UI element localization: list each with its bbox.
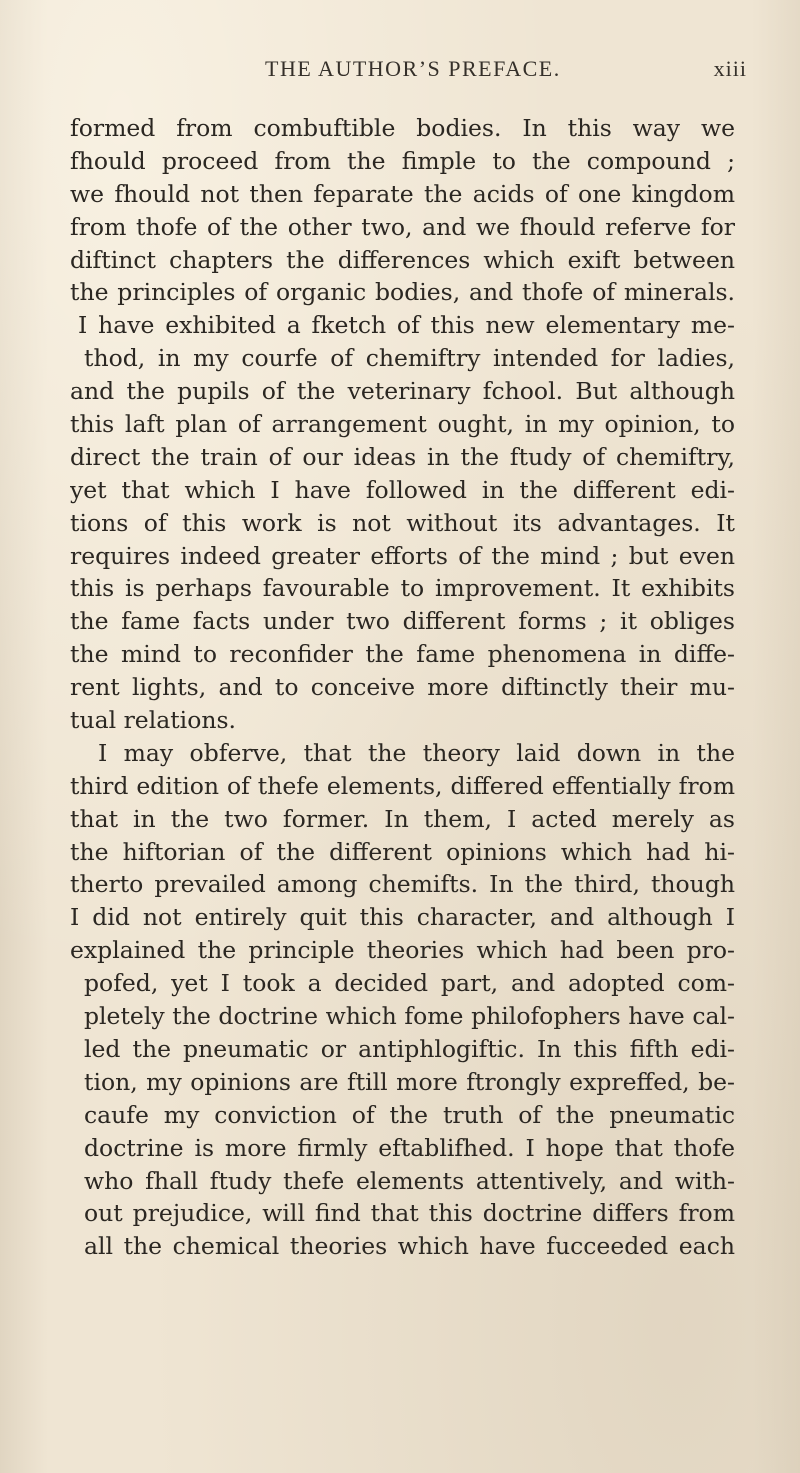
text-line: therto prevailed among chemifts. In the third, though <box>70 870 735 899</box>
paragraph-end-line: tual relations. <box>70 706 237 735</box>
text-line: who fhall ftudy thefe elements attentively, and with- <box>84 1166 735 1195</box>
text-line: from thofe of the other two, and we fhould referve for <box>70 212 735 241</box>
text-line: yet that which I have followed in the different edi- <box>70 475 735 504</box>
text-line: tion, my opinions are ftill more ftrongly expreffed, be- <box>84 1067 735 1096</box>
text-line: explained the principle theories which had been pro- <box>70 936 735 965</box>
text-line: third edition of thefe elements, differed effentially from <box>70 771 735 800</box>
text-line: out prejudice, will find that this doctrine differs from <box>84 1199 735 1228</box>
text-line: the hiftorian of the different opinions which had hi- <box>70 837 735 866</box>
text-line: pletely the doctrine which fome philofophers have cal- <box>84 1002 735 1031</box>
text-line: we fhould not then feparate the acids of one kingdom <box>70 179 735 208</box>
text-line: pofed, yet I took a decided part, and adopted com- <box>84 969 735 998</box>
text-line: the fame facts under two different forms ; it obliges <box>70 607 735 636</box>
text-line: this is perhaps favourable to improvement. It exhibits <box>70 574 735 603</box>
text-line: fhould proceed from the fimple to the compound ; <box>70 146 735 175</box>
body-text <box>70 112 735 1263</box>
page-number: xiii <box>713 56 747 81</box>
text-line: rent lights, and to conceive more diftinctly their mu- <box>70 673 735 702</box>
text-line: direct the train of our ideas in the ftudy of chemiftry, <box>70 442 735 471</box>
text-line: the principles of organic bodies, and thofe of minerals. <box>70 278 735 307</box>
text-line: doctrine is more firmly eftablifhed. I hope that thofe <box>84 1133 735 1162</box>
text-line: tions of this work is not without its advantages. It <box>70 508 735 537</box>
text-line: all the chemical theories which have fucceeded each <box>84 1232 735 1261</box>
text-line: led the pneumatic or antiphlogiftic. In this fifth edi- <box>84 1034 735 1063</box>
paragraph-start-line: I may obferve, that the theory laid down in the <box>98 738 735 767</box>
running-head-title: THE AUTHOR’S PREFACE. <box>265 56 561 81</box>
running-head <box>225 56 755 96</box>
text-line: that in the two former. In them, I acted merely as <box>70 804 735 833</box>
text-line: caufe my conviction of the truth of the pneumatic <box>84 1100 735 1129</box>
text-line: this laft plan of arrangement ought, in my opinion, to <box>70 410 735 439</box>
text-line: the mind to reconfider the fame phenomena in diffe- <box>70 640 735 669</box>
text-line: I have exhibited a fketch of this new elementary me- <box>78 311 735 340</box>
text-line: I did not entirely quit this character, and although I <box>70 903 735 932</box>
text-line: and the pupils of the veterinary fchool. But although <box>70 377 735 406</box>
text-line: requires indeed greater efforts of the mind ; but even <box>70 541 735 570</box>
text-line: thod, in my courfe of chemiftry intended for ladies, <box>84 344 735 373</box>
text-line: diftinct chapters the differences which exift between <box>70 245 735 274</box>
text-line: formed from combuftible bodies. In this way we <box>70 114 735 142</box>
